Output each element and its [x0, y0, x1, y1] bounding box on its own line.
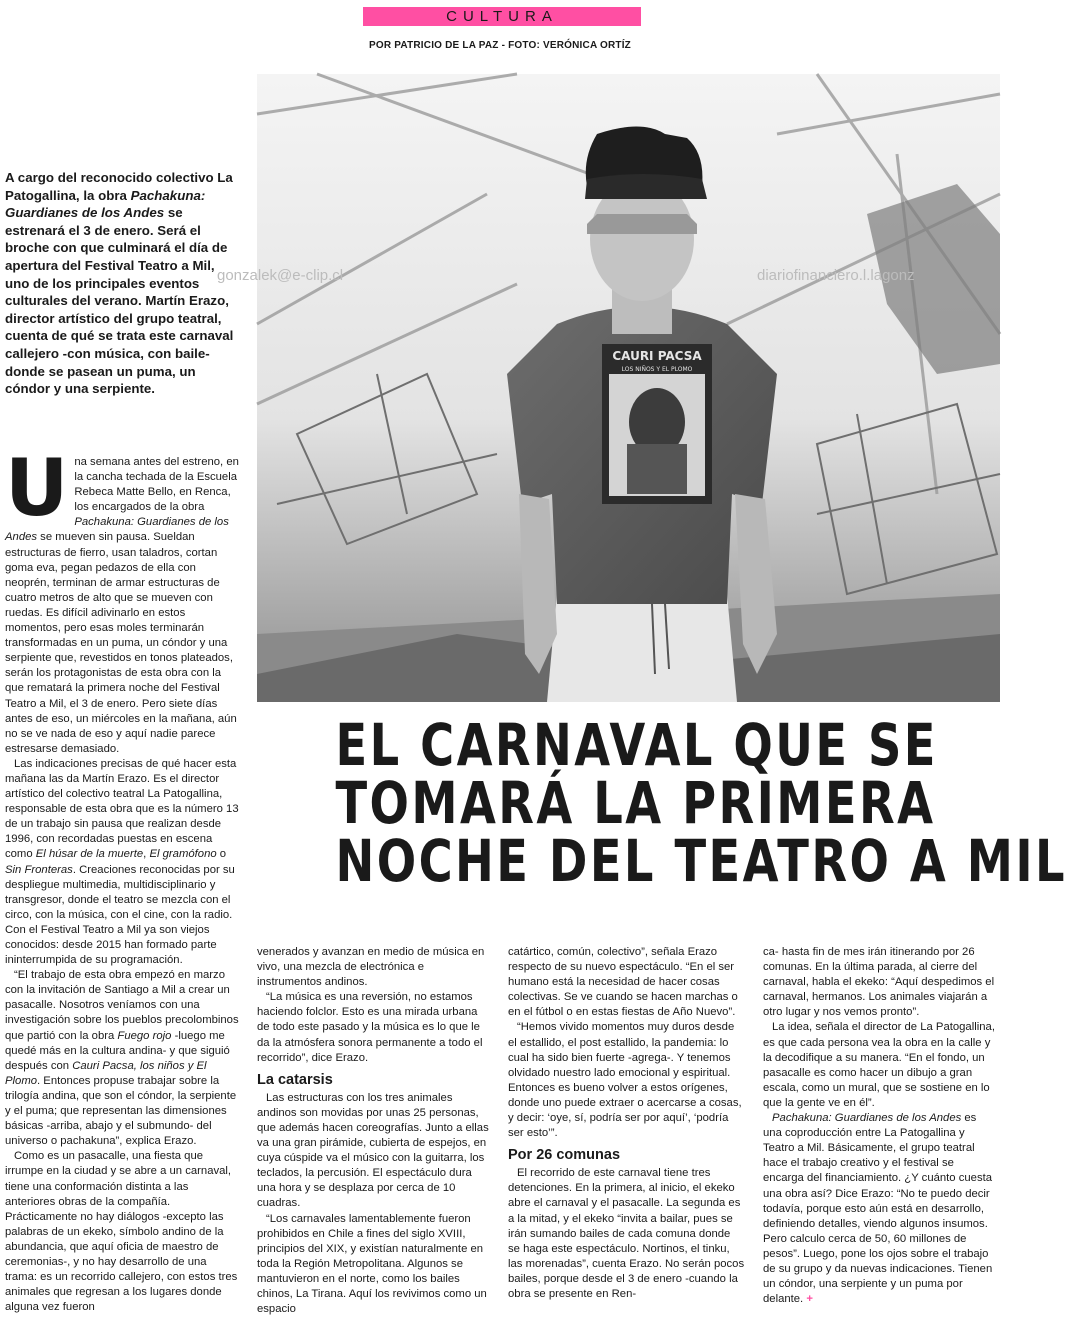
- body-column-1: [5, 444, 240, 1315]
- body-paragraph: venerados y avanzan en medio de música en vivo, una mezcla de electrónica e instrumentos andinos.: [257, 946, 485, 989]
- subheading: Por 26 comunas: [508, 1147, 621, 1164]
- end-mark: +: [806, 1293, 813, 1306]
- body-column-3: [508, 945, 745, 1302]
- body-paragraph: na semana antes del estreno, en la cancha techada de la Escuela Rebeca Matte Bello, en Renca, los encargados de la obra Pachakuna: Guardianes de los Andes se mueven sin pausa. Sueldan estructuras de fierro, usan taladros, cortan goma eva, pegan pedazos de ella con neoprén, terminan de armar estructuras de cuatro metros de alto que se mueven con ruedas. Es difícil adivinarlo en estos momentos, pero esas moles terminarán transformadas en un puma, un cóndor y una serpiente que, revestidos en tonos plateados, serán los protagonistas de esta obra con la que rematará la primera noche del Festival Teatro a Mil, el 3 de enero. Pero siete días antes de eso, un miércoles en la mañana, aún no se ve nada de eso y aquí nadie parece estresarse demasiado.: [5, 456, 239, 755]
- body-paragraph: “Los carnavales lamentablemente fueron prohibidos en Chile a fines del siglo XVIII, principios del XIX, y existían naturalmente en toda la Región Metropolitana. Algunos se mantuvieron en el norte, como los bailes chinos, La Tirana. Aquí los revivimos como un espacio: [257, 1212, 487, 1316]
- body-paragraph: “La música es una reversión, no estamos haciendo folclor. Esto es una mirada urbana de todo este pasado y la música es lo que le da la atmósfera sonora permanente a todo el recorrido”, dice Erazo.: [257, 991, 483, 1064]
- body-paragraph: “Hemos vivido momentos muy duros desde el estallido, el post estallido, la pandemia: lo cual ha sido bien fuerte -agrega-. Y tenemos olvidado nuestro lado emocional y espiritual. Entonces es bueno volver a estos orígenes, donde uno puede extraer o acercarse a cosas, y decir: ‘oye, sí, podría ser por aquí’, ‘podría ser esto’”.: [508, 1021, 742, 1140]
- body-paragraph: ca- hasta fin de mes irán itinerando por 26 comunas. En la última parada, al cierre del carnaval, habla el ekeko: “Aquí despedimos el carnaval, hermanos. Los animales viajarán a otro lugar y nos vemos pronto”.: [763, 946, 995, 1019]
- lead-paragraph: A cargo del reconocido colectivo La Patogallina, la obra Pachakuna: Guardianes de los Andes se estrenará el 3 de enero. Será el broche con que culminará el día de apertura del Festival Teatro a Mil, uno de los principales eventos culturales del verano. Martín Erazo, director artístico del grupo teatral, cuenta de qué se trata este carnaval callejero -con música, con baile- donde se pasean un puma, un cóndor y una serpiente.: [5, 170, 234, 397]
- body-column-4: [763, 945, 996, 1307]
- headline: [335, 711, 1067, 895]
- body-paragraph: Las estructuras con los tres animales andinos son movidas por unas 25 personas, que además hacen coreografías. Junto a ellas va una gran pirámide, cubierta de espejos, en cuya cúspide va el músico con la guitarra, los teclados, la percusión. El espectáculo dura una hora y se desplaza por cerca de 10 cuadras.: [257, 1091, 489, 1210]
- drop-cap: U: [5, 444, 69, 534]
- section-tag: CULTURA: [363, 7, 641, 26]
- body-paragraph: La idea, señala el director de La Patogallina, es que cada persona vea la obra en la calle y la decodifique a su manera. “En el fondo, un pasacalle es como hacer un dibujo a gran escala, como un mural, que se sostiene en lo que la gente ve en él”.: [763, 1021, 995, 1109]
- body-paragraph: El recorrido de este carnaval tiene tres detenciones. En la primera, al inicio, el ekeko abre el carnaval y el pasacalle. La segunda es a la mitad, y el ekeko “invita a bailar, pues se irán sumando bailes de cada comuna donde se haga este espectáculo. Nortinos, el tinku, las morenadas”, cuenta Erazo. No serán pocos bailes, porque desde el 3 de enero -cuando la obra se presente en Ren-: [508, 1167, 745, 1300]
- subheading: La catarsis: [257, 1071, 333, 1088]
- article-photo: [217, 74, 1000, 702]
- body-paragraph: catártico, común, colectivo”, señala Erazo respecto de su nuevo espectáculo. “En el ser humano está la necesidad de hacer cosas colectivas. Se ve cuando se hacen marchas o en el fútbol o en estas fiestas de Año Nuevo”.: [508, 946, 738, 1019]
- body-paragraph: “El trabajo de esta obra empezó en marzo con la invitación de Santiago a Mil a crear un pasacalle. Nosotros veníamos con una investigación sobre los pueblos precolombinos que partió con la obra Fuego rojo -luego me quedé más en la cultura andina- y que siguió después con Cauri Pacsa, los niños y El Plomo. Entonces propuse trabajar sobre la trilogía andina, que son el cóndor, la serpiente y el puma; que representan las dimensiones básicas -arriba, abajo y el submundo- del universo o pachakuna”, explica Erazo.: [5, 969, 239, 1148]
- tshirt-text: CAURI PACSA: [612, 349, 702, 363]
- body-paragraph: Las indicaciones precisas de qué hacer esta mañana las da Martín Erazo. Es el director artístico del colectivo teatral La Patogallina, responsable de esta obra que es la número 13 de un trabajo sin pausa que realizan desde 1996, con recordadas puestas en escena como El húsar de la muerte, El gramófono o Sin Fronteras. Creaciones reconocidas por su despliegue multimedia, multidisciplinario y transgresor, donde el teatro se mezcla con el circo, con la música, con el cine, con la radio. Con el Festival Teatro a Mil ya son viejos conocidos: desde 2015 han formado parte ininterrumpida de su programación.: [5, 757, 239, 967]
- body-column-2: [257, 945, 489, 1317]
- body-paragraph: Como es un pasacalle, una fiesta que irrumpe en la ciudad y se abre a un carnaval, tiene una conformación distinta a las anteriores obras de la compañía. Prácticamente no hay diálogos -excepto las palabras de un ekeko, símbolo andino de la abundancia, que aquí oficia de maestro de ceremonias-, y no hay desarrollo de una trama: es un recorrido callejero, con estos tres animales que regresan a los lugares donde alguna vez fueron: [5, 1150, 238, 1314]
- body-paragraph: Pachakuna: Guardianes de los Andes es una coproducción entre La Patogallina y Teatro a Mil. Básicamente, el grupo teatral hace el trabajo creativo y el festival se encarga del financiamiento. ¿Y cuánto cuesta una obra así? Dice Erazo: “No te puedo decir todavía, porque esto aún está en desarrollo, definiendo detalles, viendo algunos insumos. Pero calculo cerca de 50, 60 millones de pesos”. Luego, pone los ojos sobre el trabajo de su grupo y da nuevas indicaciones. Tienen un cóndor, una serpiente y un puma por delante. +: [763, 1112, 993, 1306]
- headline-line: TOMARÁ LA PRIMERA: [335, 769, 936, 837]
- headline-line: EL CARNAVAL QUE SE: [335, 711, 938, 779]
- byline: POR PATRICIO DE LA PAZ - FOTO: VERÓNICA ORTÍZ: [369, 40, 631, 51]
- watermark-text: gonzalek@e-clip.cl: [217, 267, 344, 284]
- tshirt-subtext: LOS NIÑOS Y EL PLOMO: [621, 366, 693, 373]
- watermark-text: diariofinanciero.l.lagonz: [757, 267, 915, 284]
- headline-line: NOCHE DEL TEATRO A MIL: [335, 827, 1067, 895]
